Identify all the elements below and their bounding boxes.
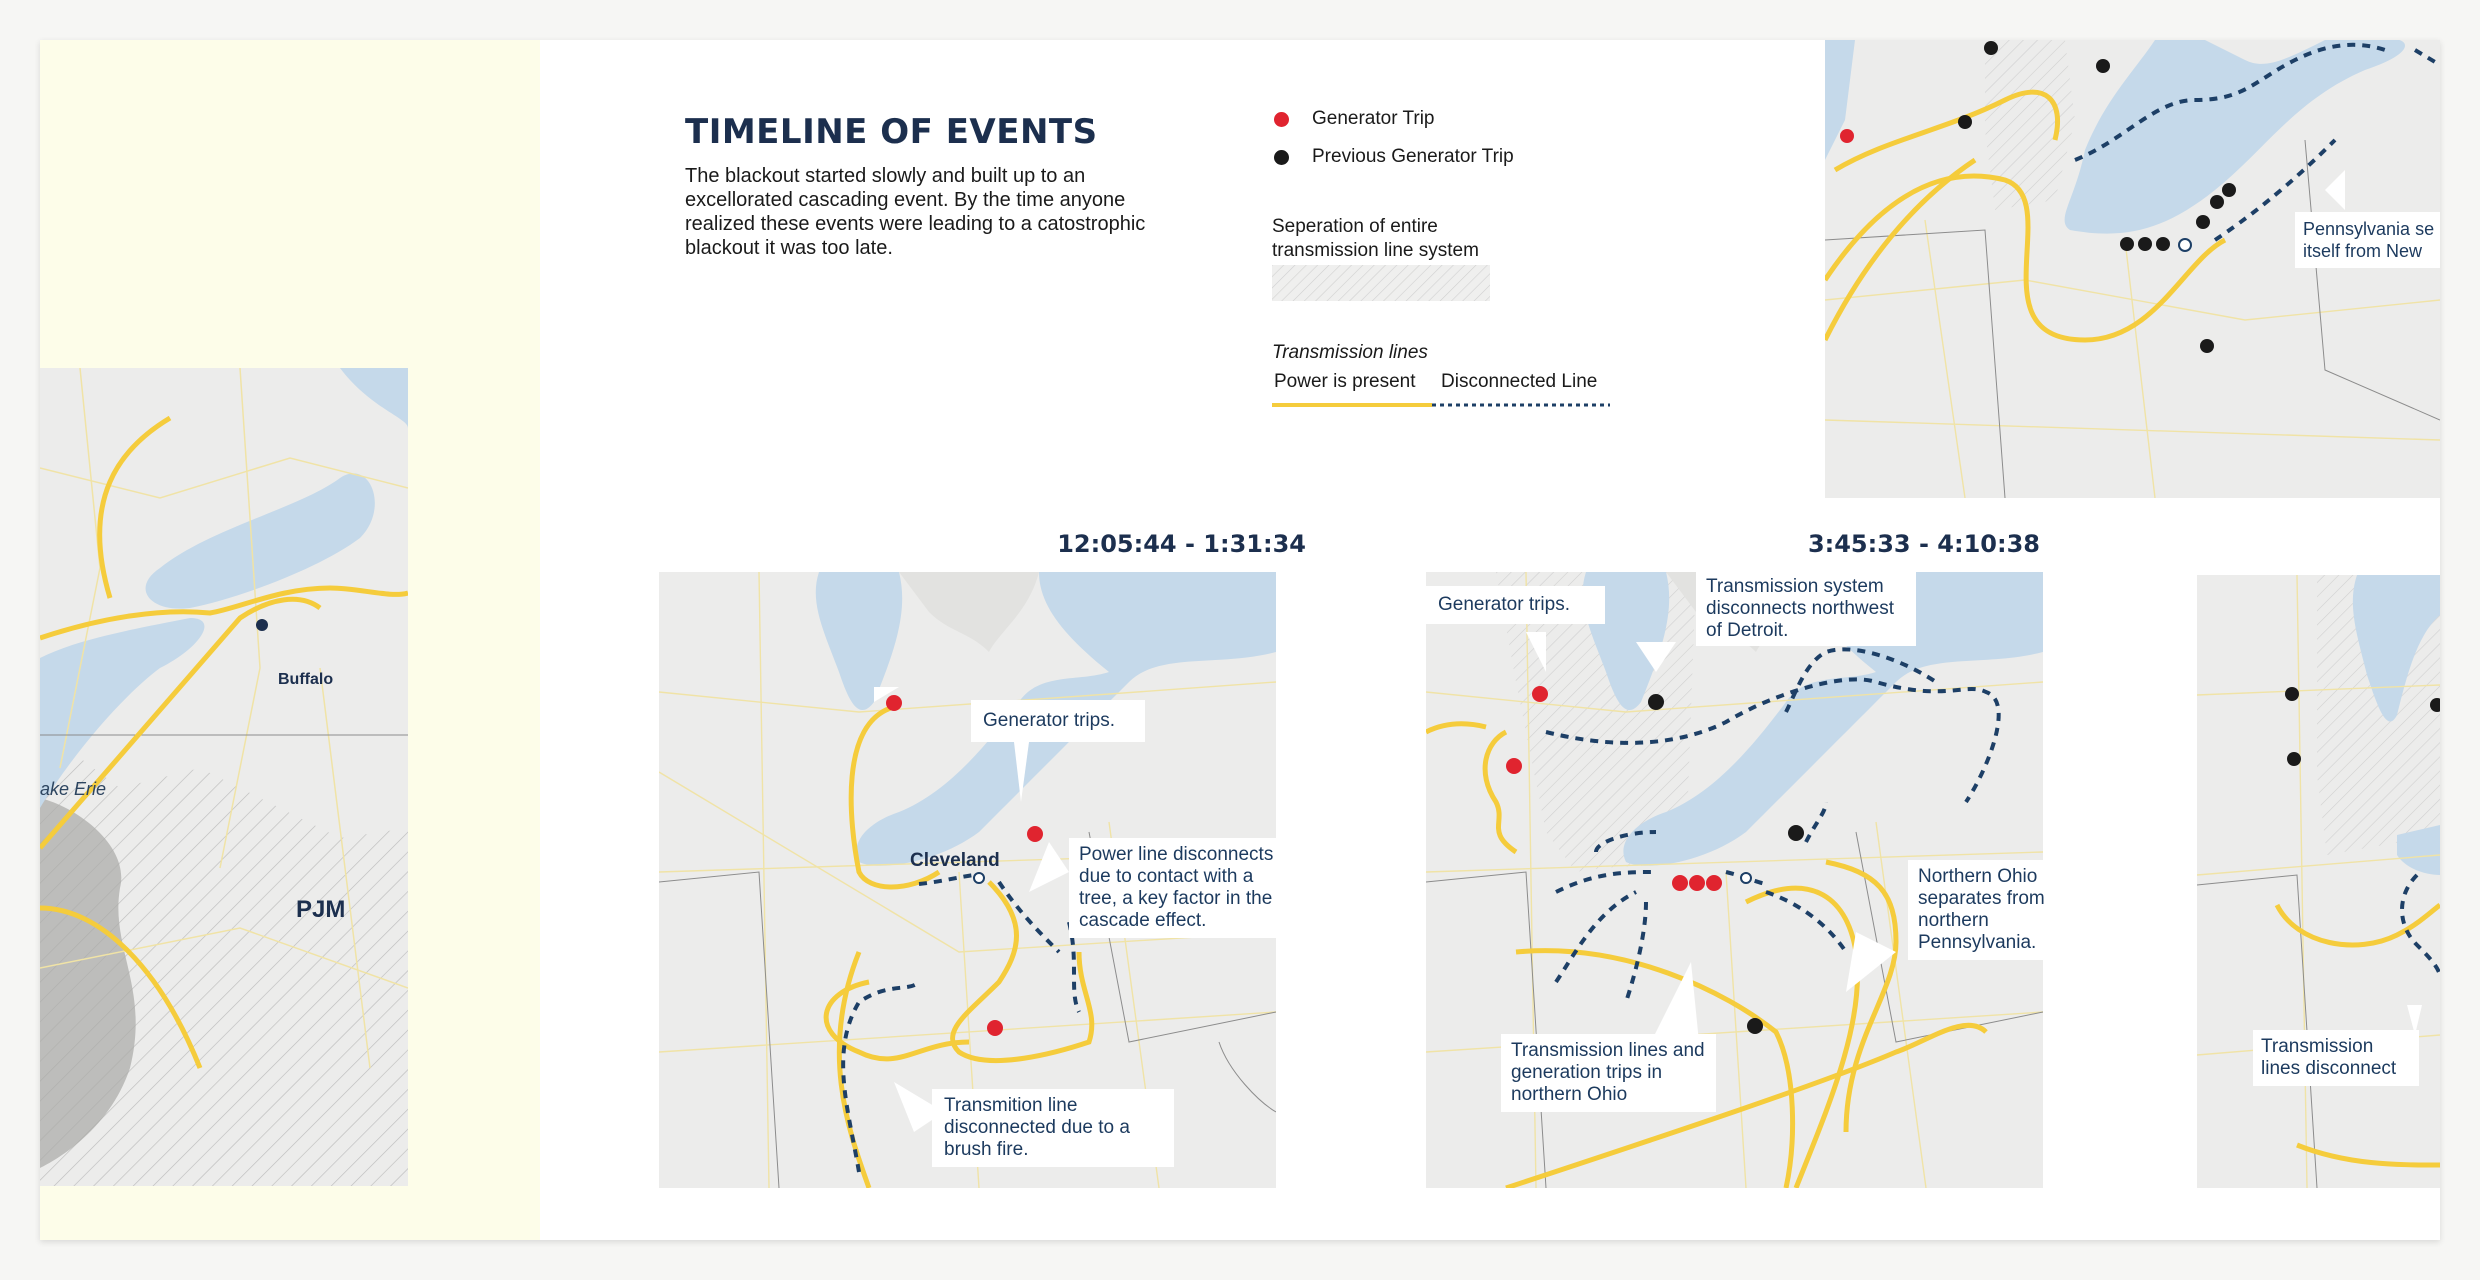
panel2-callout-detroit: Transmission system disconnects northwest of Detroit. (1696, 572, 1916, 646)
panel2-time: 3:45:33 - 4:10:38 (1807, 530, 2040, 558)
buffalo-label: Buffalo (278, 671, 334, 688)
panel1-callout-gen-trips: Generator trips. (971, 700, 1145, 742)
legend-separation: Seperation of entire transmission line system (1272, 216, 1479, 261)
right-edge-callout-disconnect: Transmission lines disconnect (2253, 1030, 2419, 1086)
top-right-map (1825, 40, 2440, 498)
page-title: TIMELINE OF EVENTS (685, 112, 1098, 152)
panel2-callout-trips-ohio: Transmission lines and generation trips in northern Ohio (1501, 1034, 1716, 1112)
pjm-label: PJM (296, 896, 346, 923)
separation-swatch (1272, 265, 1490, 301)
left-overview-map (40, 368, 408, 1186)
previous-generator-trip-dot (1274, 150, 1289, 165)
callout-pennsylvania: Pennsylvania se itself from New (2295, 212, 2440, 268)
generator-trip-dot (1274, 112, 1289, 127)
top-right-map-graphic (1825, 40, 2440, 498)
legend-disconnected-line: Disconnected Line (1441, 371, 1598, 392)
panel1-time: 12:05:44 - 1:31:34 (1057, 530, 1306, 558)
legend-transmission-heading: Transmission lines (1272, 342, 1428, 363)
left-map-graphic (40, 368, 408, 1186)
legend-previous-generator-trip: Previous Generator Trip (1312, 146, 1514, 167)
lake-erie-label: ake Erie (40, 779, 107, 799)
right-edge-map (2197, 575, 2440, 1188)
buffalo-marker (256, 619, 268, 631)
legend-line-samples (1272, 400, 1612, 410)
legend-power-present: Power is present (1274, 371, 1416, 392)
panel1-callout-brush-fire: Transmition line disconnected due to a brush fire. (932, 1089, 1174, 1167)
panel1-callout-power-line: Power line disconnects due to contact with a tree, a key factor in the cascade effect. (1069, 838, 1294, 938)
cleveland-label: Cleveland (910, 850, 1000, 871)
legend-generator-trip: Generator Trip (1312, 108, 1435, 129)
brochure-spread (40, 40, 2440, 1240)
panel2-callout-gen-trips: Generator trips. (1426, 586, 1605, 624)
right-edge-map-graphic (2197, 575, 2440, 1188)
panel2-callout-northern-ohio: Northern Ohio separates from northern Pennsylvania. (1908, 860, 2078, 960)
intro-paragraph: The blackout started slowly and built up to an excellorated cascading event. By the time anyone realized these events were leading to a catostrophic blackout it was too late. (685, 165, 1146, 259)
